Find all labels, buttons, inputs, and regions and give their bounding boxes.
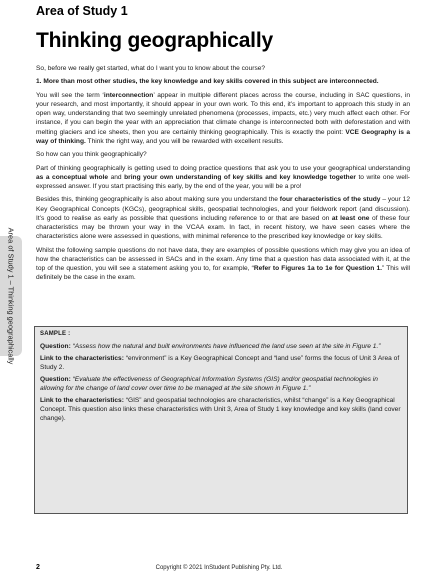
- text-span: Besides this, thinking geographically is also about making sure you understand the: [36, 196, 280, 204]
- text-span: Whilst the following sample questions do not have data, they are examples of possible questions which may give you an idea of how the characteristics can be assessed in SACs and in the exam. Any time that a question has data associated with it, at the top of the question, you will see a statement asking you to, for example, “: [36, 246, 410, 272]
- text-span: Part of thinking geographically is getting used to doing practice questions that ask you to use your geographical understanding: [36, 164, 410, 172]
- sample-link-two: [40, 396, 403, 423]
- page-title: Thinking geographically: [36, 29, 273, 52]
- question-label: Question:: [40, 343, 71, 350]
- emphasis-text: Refer to Figures 1a to 1e for Question 1.: [253, 264, 382, 272]
- text-span: and: [108, 173, 125, 181]
- section-label: Area of Study 1: [36, 4, 128, 18]
- question-paragraph: So how can you think geographically?: [36, 151, 147, 159]
- sample-question-two: [40, 375, 403, 393]
- text-span: ” This will definitely be the case in the exam.: [36, 264, 411, 282]
- term-interconnection: interconnection: [103, 91, 154, 99]
- body-content: [36, 64, 410, 287]
- emphasis-text: VCE Geography is a way of thinking.: [36, 128, 410, 145]
- text-span: – your 12 Key Geographical Concepts (KGCs), geographical skills, geospatial technologies, and your fieldwork report (and discussion). It’s good to realise as early as possible that questions including reference to or that are based on: [36, 196, 410, 222]
- point-one-paragraph: 1. More than most other studies, the key knowledge and key skills covered in this subject are interconnected.: [36, 78, 379, 86]
- link-label: Link to the characteristics:: [40, 397, 124, 404]
- sample-link-one: [40, 354, 403, 372]
- question-text: “Assess how the natural and built environments have influenced the land use seen at the site in Figure 1.”: [70, 343, 381, 350]
- interconnection-paragraph: [36, 91, 410, 146]
- emphasis-text: bring your own understanding of key skills and key knowledge together: [124, 173, 356, 181]
- side-tab: [0, 227, 22, 365]
- sample-box: [34, 326, 408, 514]
- sample-intro-paragraph: [36, 246, 410, 283]
- sample-question-one: [40, 342, 403, 351]
- copyright-notice: Copyright © 2021 InStudent Publishing Pty. Ltd.: [155, 565, 283, 571]
- sample-label: SAMPLE :: [40, 331, 71, 337]
- text-span: ’ appear in multiple different places across the course, including in SAC questions, in your research, and most importantly, it should appear in your own work. To this end, it’s important to approach this study in an open way, understanding that two seemingly unrelated phenomena (processes, impacts, etc.) very much affect each other. For instance, if you can begin the year with an appreciation that climate change is interconnected both with deforestation and with melting glaciers and ice sheets, then you are certainly thinking geographically. This is exactly the point:: [36, 91, 410, 136]
- question-label: Question:: [40, 376, 71, 383]
- link-label: Link to the characteristics:: [40, 355, 124, 362]
- text-span: to write one well-expressed answer. If you start practising this early, by the end of the year, you will be a pro!: [36, 173, 410, 190]
- emphasis-text: at least one: [331, 214, 370, 222]
- link-text: “environment” is a Key Geographical Concept and “land use” forms the focus of Unit 3 Area of Study 2.: [40, 355, 400, 371]
- practice-paragraph: [36, 164, 410, 192]
- link-text: “GIS” and geospatial technologies are characteristics, whilst “change” is a Key Geographical Concept. This question also links these characteristics with Unit 3, Area of Study 1 key knowledge and key skills (land cover change).: [40, 397, 401, 422]
- side-tab-label: Area of Study 1 – Thinking geographically: [6, 227, 16, 365]
- characteristics-paragraph: [36, 195, 410, 241]
- page-number: 2: [36, 564, 40, 571]
- question-text: “Evaluate the effectiveness of Geographical Information Systems (GIS) and/or geospatial technologies in allowing for the change of land cover over time to be managed at the site shown in Figure 1.”: [40, 376, 378, 392]
- emphasis-text: four characteristics of the study: [279, 196, 381, 204]
- text-span: of these four characteristics may be thrown your way in the VCAA exam. In fact, in recent history, we have seen cases where the characteristics alone were assessed in questions, with minimal reference to the prescribed key knowledge or key skills.: [36, 214, 410, 241]
- text-span: Think the right way, and you will be rewarded with excellent results.: [85, 137, 284, 145]
- intro-paragraph: So, before we really get started, what do I want you to know about the course?: [36, 65, 266, 72]
- emphasis-text: as a conceptual whole: [36, 173, 109, 181]
- text-span: You will see the term ‘: [36, 91, 104, 99]
